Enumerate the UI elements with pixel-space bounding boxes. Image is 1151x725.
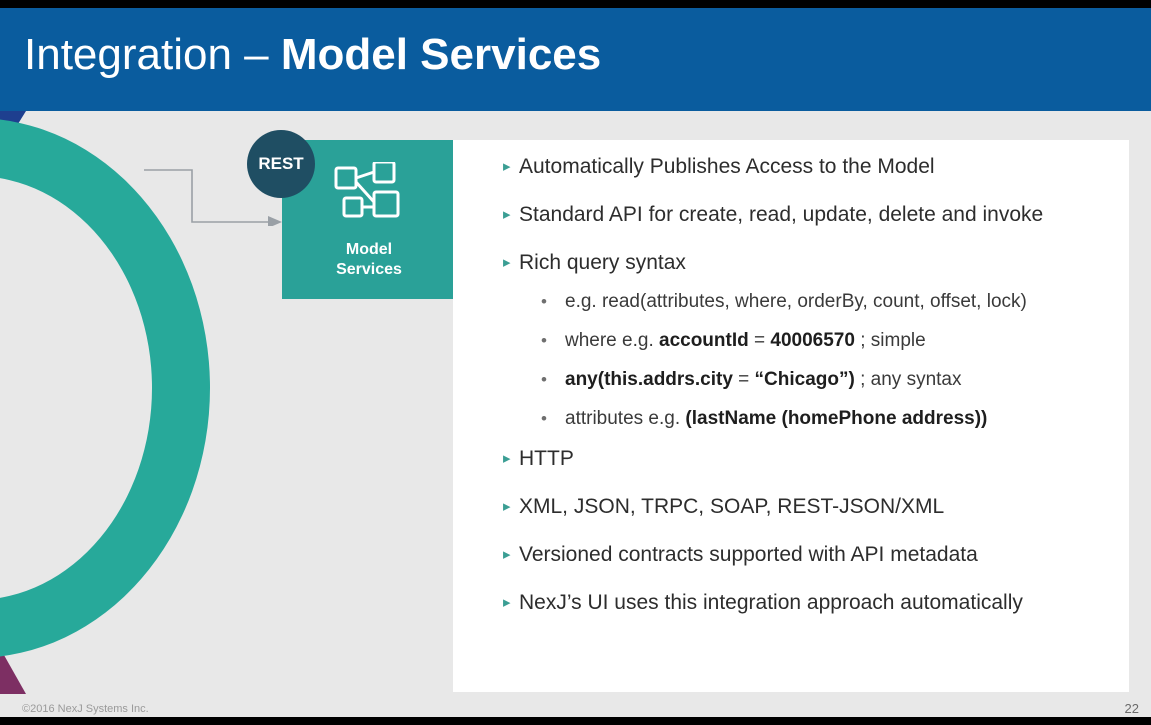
ring-gap-mask <box>0 268 42 518</box>
sub-bullet-text: e.g. read(attributes, where, orderBy, count, offset, lock) <box>565 291 1027 312</box>
model-services-label <box>282 240 456 280</box>
page-title-bold: Model Services <box>280 30 602 79</box>
bullet-list <box>475 154 1117 638</box>
bullet-marker-icon: ▸ <box>503 594 511 611</box>
top-black-bar <box>0 0 1151 8</box>
bullet-item <box>475 202 1117 228</box>
bullet-text: NexJ’s UI uses this integration approach automatically <box>519 591 1023 614</box>
bullet-item <box>475 154 1117 180</box>
bullet-marker-icon: ▸ <box>503 450 511 467</box>
sub-bullet-list <box>475 290 1117 431</box>
copyright-note: ©2016 NexJ Systems Inc. <box>22 703 149 715</box>
sub-bullet-marker-icon: • <box>541 370 547 389</box>
bullet-item <box>475 590 1117 616</box>
bottom-black-bar <box>0 717 1151 725</box>
sub-bullet-text-bold: any(this.addrs.city <box>565 369 733 390</box>
bullet-item <box>475 250 1117 276</box>
bullet-marker-icon: ▸ <box>503 546 511 563</box>
content-panel <box>453 140 1129 692</box>
bullet-item <box>475 542 1117 568</box>
slide-header <box>0 8 1151 111</box>
model-services-label-line1: Model <box>345 241 393 258</box>
sub-bullet-text-post: ; any syntax <box>854 369 962 390</box>
rest-badge-label: REST <box>258 154 304 173</box>
sub-bullet-marker-icon: • <box>541 292 547 311</box>
bullet-text: Versioned contracts supported with API metadata <box>519 543 978 566</box>
page-title <box>24 30 601 80</box>
sub-bullet-text-bold2: 40006570 <box>770 330 855 351</box>
bullet-marker-icon: ▸ <box>503 498 511 515</box>
model-services-label-line2: Services <box>336 261 402 278</box>
sub-bullet-text-pre: where e.g. <box>565 330 659 351</box>
sub-bullet-item <box>475 290 1117 314</box>
bullet-text: XML, JSON, TRPC, SOAP, REST-JSON/XML <box>519 495 945 518</box>
bullet-marker-icon: ▸ <box>503 206 511 223</box>
bullet-text: Standard API for create, read, update, delete and invoke <box>519 203 1044 226</box>
sub-bullet-item <box>475 407 1117 431</box>
sub-bullet-marker-icon: • <box>541 409 547 428</box>
sub-bullet-text-bold: accountId <box>659 330 749 351</box>
sub-bullet-text-bold2: “Chicago”) <box>754 369 855 390</box>
page-title-light: Integration – <box>24 30 281 79</box>
sub-bullet-item <box>475 329 1117 353</box>
sub-bullet-text-post: ; simple <box>854 330 926 351</box>
bullet-item <box>475 494 1117 520</box>
sub-bullet-text-mid: = <box>748 330 771 351</box>
sub-bullet-text-bold: (lastName (homePhone address)) <box>685 408 988 429</box>
sub-bullet-text-mid: = <box>732 369 755 390</box>
bullet-item <box>475 446 1117 472</box>
bullet-marker-icon: ▸ <box>503 158 511 175</box>
sub-bullet-text-pre: attributes e.g. <box>565 408 686 429</box>
sub-bullet-item <box>475 368 1117 392</box>
sub-bullet-marker-icon: • <box>541 331 547 350</box>
page-number: 22 <box>1124 701 1139 716</box>
nodes-icon <box>334 162 404 226</box>
bullet-text: Automatically Publishes Access to the Model <box>519 155 935 178</box>
bullet-marker-icon: ▸ <box>503 254 511 271</box>
bullet-text: HTTP <box>519 447 574 470</box>
rest-badge[interactable] <box>247 130 315 198</box>
bullet-text: Rich query syntax <box>519 251 686 274</box>
